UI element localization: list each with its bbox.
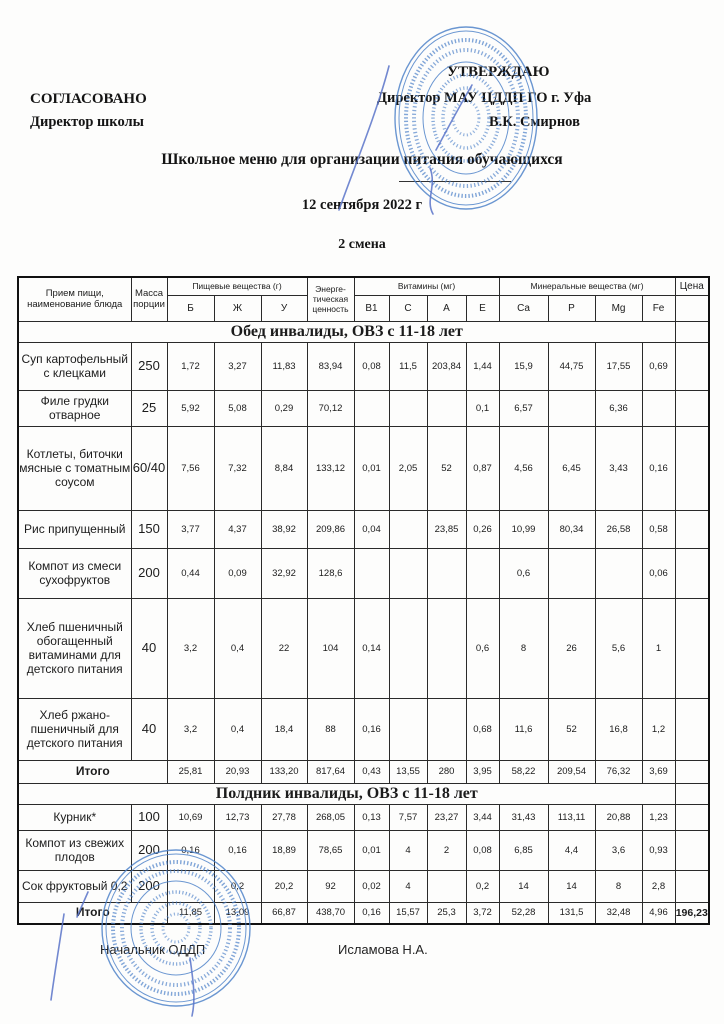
dish-value: 2 [427, 830, 466, 870]
dish-value: 78,65 [307, 830, 354, 870]
dish-value [548, 548, 595, 598]
dish-value: 26 [548, 598, 595, 698]
total-value: 131,5 [548, 902, 595, 924]
dish-value: 15,9 [499, 342, 548, 390]
dish-value: 7,57 [389, 804, 427, 830]
dish-name: Рис припущенный [18, 510, 131, 548]
dish-value: 203,84 [427, 342, 466, 390]
total-value: 133,20 [261, 760, 307, 783]
dish-value: 52 [548, 698, 595, 760]
total-row [18, 902, 709, 924]
dish-value: 7,56 [167, 426, 214, 510]
dish-value: 52 [427, 426, 466, 510]
dish-value: 0,08 [466, 830, 499, 870]
dish-mass: 150 [131, 510, 167, 548]
dish-value: 4,56 [499, 426, 548, 510]
dish-value: 11,5 [389, 342, 427, 390]
section-title: Обед инвалиды, ОВЗ с 11-18 лет [18, 321, 675, 342]
dish-value: 2,05 [389, 426, 427, 510]
dish-value: 1,44 [466, 342, 499, 390]
col-header-fe: Fe [642, 295, 675, 321]
dish-value: 0,1 [466, 390, 499, 426]
dish-value [427, 548, 466, 598]
dish-value: 0,4 [214, 598, 261, 698]
dish-value [466, 548, 499, 598]
total-value: 58,22 [499, 760, 548, 783]
col-header-nutrients-group: Пищевые вещества (г) [167, 277, 307, 295]
total-value: 25,3 [427, 902, 466, 924]
dish-row [18, 390, 709, 426]
dish-value: 0,68 [466, 698, 499, 760]
dish-value: 23,85 [427, 510, 466, 548]
menu-table [17, 276, 710, 925]
col-header-b1: B1 [354, 295, 389, 321]
dish-value: 5,08 [214, 390, 261, 426]
col-header-meal: Прием пищи, наименование блюда [18, 277, 131, 321]
dish-value: 0,01 [354, 830, 389, 870]
dish-row [18, 698, 709, 760]
col-header-mass: Масса порции [131, 277, 167, 321]
total-value: 25,81 [167, 760, 214, 783]
dish-value [427, 698, 466, 760]
dish-value: 6,36 [595, 390, 642, 426]
dish-value: 0,02 [354, 870, 389, 902]
dish-value [595, 548, 642, 598]
dish-value: 16,8 [595, 698, 642, 760]
dish-value [389, 548, 427, 598]
dish-mass: 40 [131, 698, 167, 760]
total-value: 0,16 [354, 902, 389, 924]
dish-value: 8 [595, 870, 642, 902]
col-header-carbs: У [261, 295, 307, 321]
col-header-fat: Ж [214, 295, 261, 321]
dish-mass: 200 [131, 830, 167, 870]
dish-value: 92 [307, 870, 354, 902]
total-label: Итого [18, 902, 167, 924]
dish-value: 0,93 [642, 830, 675, 870]
dish-value: 14 [499, 870, 548, 902]
dish-value: 0,26 [466, 510, 499, 548]
dish-value: 88 [307, 698, 354, 760]
total-value: 4,96 [642, 902, 675, 924]
dish-value: 18,89 [261, 830, 307, 870]
dish-value: 0,16 [354, 698, 389, 760]
footer-position: Начальник ОДДП [100, 942, 206, 957]
dish-value: 6,57 [499, 390, 548, 426]
dish-value: 268,05 [307, 804, 354, 830]
dish-value: 2,8 [642, 870, 675, 902]
dish-value: 7,32 [214, 426, 261, 510]
dish-value: 113,11 [548, 804, 595, 830]
approved-label: УТВЕРЖДАЮ [447, 64, 550, 80]
col-header-energy: Энерге-тическая ценность [307, 277, 354, 321]
dish-value: 10,69 [167, 804, 214, 830]
dish-value [167, 870, 214, 902]
total-value: 3,72 [466, 902, 499, 924]
shift-label: 2 смена [338, 237, 386, 252]
dish-name: Суп картофельный с клецками [18, 342, 131, 390]
dish-value: 8 [499, 598, 548, 698]
dish-value [427, 390, 466, 426]
approved-org: Директор МАУ ЦДДП ГО г. Уфа [377, 90, 592, 106]
dish-value: 5,6 [595, 598, 642, 698]
col-header-p: P [548, 295, 595, 321]
dish-value: 1,2 [642, 698, 675, 760]
dish-name: Компот из свежих плодов [18, 830, 131, 870]
dish-value: 6,45 [548, 426, 595, 510]
dish-value: 0,4 [214, 698, 261, 760]
approved-person: В.К. Смирнов [489, 114, 580, 130]
dish-value: 3,44 [466, 804, 499, 830]
dish-value: 3,2 [167, 698, 214, 760]
dish-name: Компот из смеси сухофруктов [18, 548, 131, 598]
dish-value [389, 390, 427, 426]
page-title: Школьное меню для организации питания обучающихся [161, 151, 563, 168]
dish-mass: 200 [131, 870, 167, 902]
dish-value: 0,44 [167, 548, 214, 598]
col-header-mg: Mg [595, 295, 642, 321]
dish-value: 80,34 [548, 510, 595, 548]
dish-value: 70,12 [307, 390, 354, 426]
col-header-e: E [466, 295, 499, 321]
dish-value: 0,29 [261, 390, 307, 426]
dish-value: 128,6 [307, 548, 354, 598]
dish-value: 4,4 [548, 830, 595, 870]
dish-value: 0,13 [354, 804, 389, 830]
total-value: 280 [427, 760, 466, 783]
dish-value: 0,06 [642, 548, 675, 598]
col-header-minerals-group: Минеральные вещества (мг) [499, 277, 675, 295]
dish-price [675, 510, 709, 548]
dish-value: 17,55 [595, 342, 642, 390]
dish-row [18, 598, 709, 698]
dish-value: 27,78 [261, 804, 307, 830]
dish-row [18, 342, 709, 390]
footer-name: Исламова Н.А. [338, 942, 428, 957]
agreed-label: СОГЛАСОВАНО [30, 91, 147, 107]
dish-price [675, 342, 709, 390]
dish-name: Хлеб ржано-пшеничный для детского питания [18, 698, 131, 760]
dish-value: 4 [389, 870, 427, 902]
col-header-price: Цена [675, 277, 709, 295]
dish-price [675, 804, 709, 830]
dish-row [18, 426, 709, 510]
dish-value: 4 [389, 830, 427, 870]
dish-value: 22 [261, 598, 307, 698]
total-price: 196,23 [675, 902, 709, 924]
total-value: 0,43 [354, 760, 389, 783]
dish-value: 18,4 [261, 698, 307, 760]
dish-value: 0,2 [466, 870, 499, 902]
dish-value: 1 [642, 598, 675, 698]
dish-row [18, 830, 709, 870]
dish-value: 26,58 [595, 510, 642, 548]
dish-value: 0,87 [466, 426, 499, 510]
dish-value: 83,94 [307, 342, 354, 390]
header-row-groups [18, 277, 709, 295]
menu-table-body [18, 277, 709, 924]
dish-value: 0,08 [354, 342, 389, 390]
dish-name: Курник* [18, 804, 131, 830]
dish-value: 3,77 [167, 510, 214, 548]
total-value: 209,54 [548, 760, 595, 783]
total-value: 817,64 [307, 760, 354, 783]
col-header-price-empty [675, 295, 709, 321]
dish-value: 6,85 [499, 830, 548, 870]
dish-value [354, 390, 389, 426]
dish-name: Филе грудки отварное [18, 390, 131, 426]
total-value: 438,70 [307, 902, 354, 924]
dish-value [548, 390, 595, 426]
total-value: 3,95 [466, 760, 499, 783]
dish-value [389, 698, 427, 760]
dish-value: 12,73 [214, 804, 261, 830]
dish-price [675, 548, 709, 598]
dish-row [18, 870, 709, 902]
dish-value: 4,37 [214, 510, 261, 548]
col-header-vitamins-group: Витамины (мг) [354, 277, 499, 295]
dish-mass: 250 [131, 342, 167, 390]
dish-value: 0,04 [354, 510, 389, 548]
agreed-role: Директор школы [30, 114, 144, 130]
total-value: 13,09 [214, 902, 261, 924]
total-value: 20,93 [214, 760, 261, 783]
dish-value: 44,75 [548, 342, 595, 390]
dish-value: 38,92 [261, 510, 307, 548]
dish-value: 10,99 [499, 510, 548, 548]
total-value: 52,28 [499, 902, 548, 924]
col-header-a: A [427, 295, 466, 321]
dish-value: 0,09 [214, 548, 261, 598]
dish-price [675, 830, 709, 870]
dish-value: 1,72 [167, 342, 214, 390]
col-header-protein: Б [167, 295, 214, 321]
dish-value: 104 [307, 598, 354, 698]
dish-value [642, 390, 675, 426]
dish-price [675, 426, 709, 510]
dish-value: 0,6 [499, 548, 548, 598]
dish-value: 0,58 [642, 510, 675, 548]
dish-value: 133,12 [307, 426, 354, 510]
dish-value: 14 [548, 870, 595, 902]
dish-value: 3,6 [595, 830, 642, 870]
dish-value: 0,6 [466, 598, 499, 698]
dish-value: 0,2 [214, 870, 261, 902]
dish-value: 1,23 [642, 804, 675, 830]
dish-value: 32,92 [261, 548, 307, 598]
dish-mass: 25 [131, 390, 167, 426]
total-price [675, 760, 709, 783]
section-row [18, 321, 709, 342]
dish-value: 23,27 [427, 804, 466, 830]
total-value: 66,87 [261, 902, 307, 924]
dish-value [354, 548, 389, 598]
dish-value: 3,43 [595, 426, 642, 510]
dish-mass: 200 [131, 548, 167, 598]
dish-value: 11,6 [499, 698, 548, 760]
dish-value [427, 870, 466, 902]
dish-price [675, 870, 709, 902]
dish-value: 20,88 [595, 804, 642, 830]
dish-row [18, 510, 709, 548]
dish-row [18, 804, 709, 830]
total-value: 76,32 [595, 760, 642, 783]
dish-value: 11,83 [261, 342, 307, 390]
dish-price [675, 698, 709, 760]
dish-value: 0,16 [167, 830, 214, 870]
section-title: Полдник инвалиды, ОВЗ с 11-18 лет [18, 783, 675, 804]
dish-value: 0,01 [354, 426, 389, 510]
total-value: 13,55 [389, 760, 427, 783]
dish-name: Котлеты, биточки мясные с томатным соусом [18, 426, 131, 510]
dish-price [675, 390, 709, 426]
dish-value [389, 598, 427, 698]
total-value: 3,69 [642, 760, 675, 783]
total-value: 15,57 [389, 902, 427, 924]
total-row [18, 760, 709, 783]
dish-price [675, 598, 709, 698]
dish-row [18, 548, 709, 598]
dish-name: Сок фруктовый 0,2 [18, 870, 131, 902]
menu-date: 12 сентября 2022 г [301, 197, 423, 213]
dish-value [427, 598, 466, 698]
col-header-ca: Ca [499, 295, 548, 321]
dish-value: 0,16 [214, 830, 261, 870]
dish-value: 31,43 [499, 804, 548, 830]
section-price-cell [675, 321, 709, 342]
dish-mass: 60/40 [131, 426, 167, 510]
signature-line [399, 181, 511, 182]
dish-value: 209,86 [307, 510, 354, 548]
dish-value: 0,14 [354, 598, 389, 698]
dish-value [389, 510, 427, 548]
total-value: 32,48 [595, 902, 642, 924]
total-label: Итого [18, 760, 167, 783]
dish-value: 3,2 [167, 598, 214, 698]
dish-value: 20,2 [261, 870, 307, 902]
section-price-cell [675, 783, 709, 804]
dish-value: 8,84 [261, 426, 307, 510]
dish-name: Хлеб пшеничный обогащенный витаминами для детского питания [18, 598, 131, 698]
dish-value: 5,92 [167, 390, 214, 426]
dish-value: 0,16 [642, 426, 675, 510]
dish-mass: 100 [131, 804, 167, 830]
dish-value: 0,69 [642, 342, 675, 390]
dish-mass: 40 [131, 598, 167, 698]
section-row [18, 783, 709, 804]
col-header-c: C [389, 295, 427, 321]
total-value: 11,85 [167, 902, 214, 924]
dish-value: 3,27 [214, 342, 261, 390]
